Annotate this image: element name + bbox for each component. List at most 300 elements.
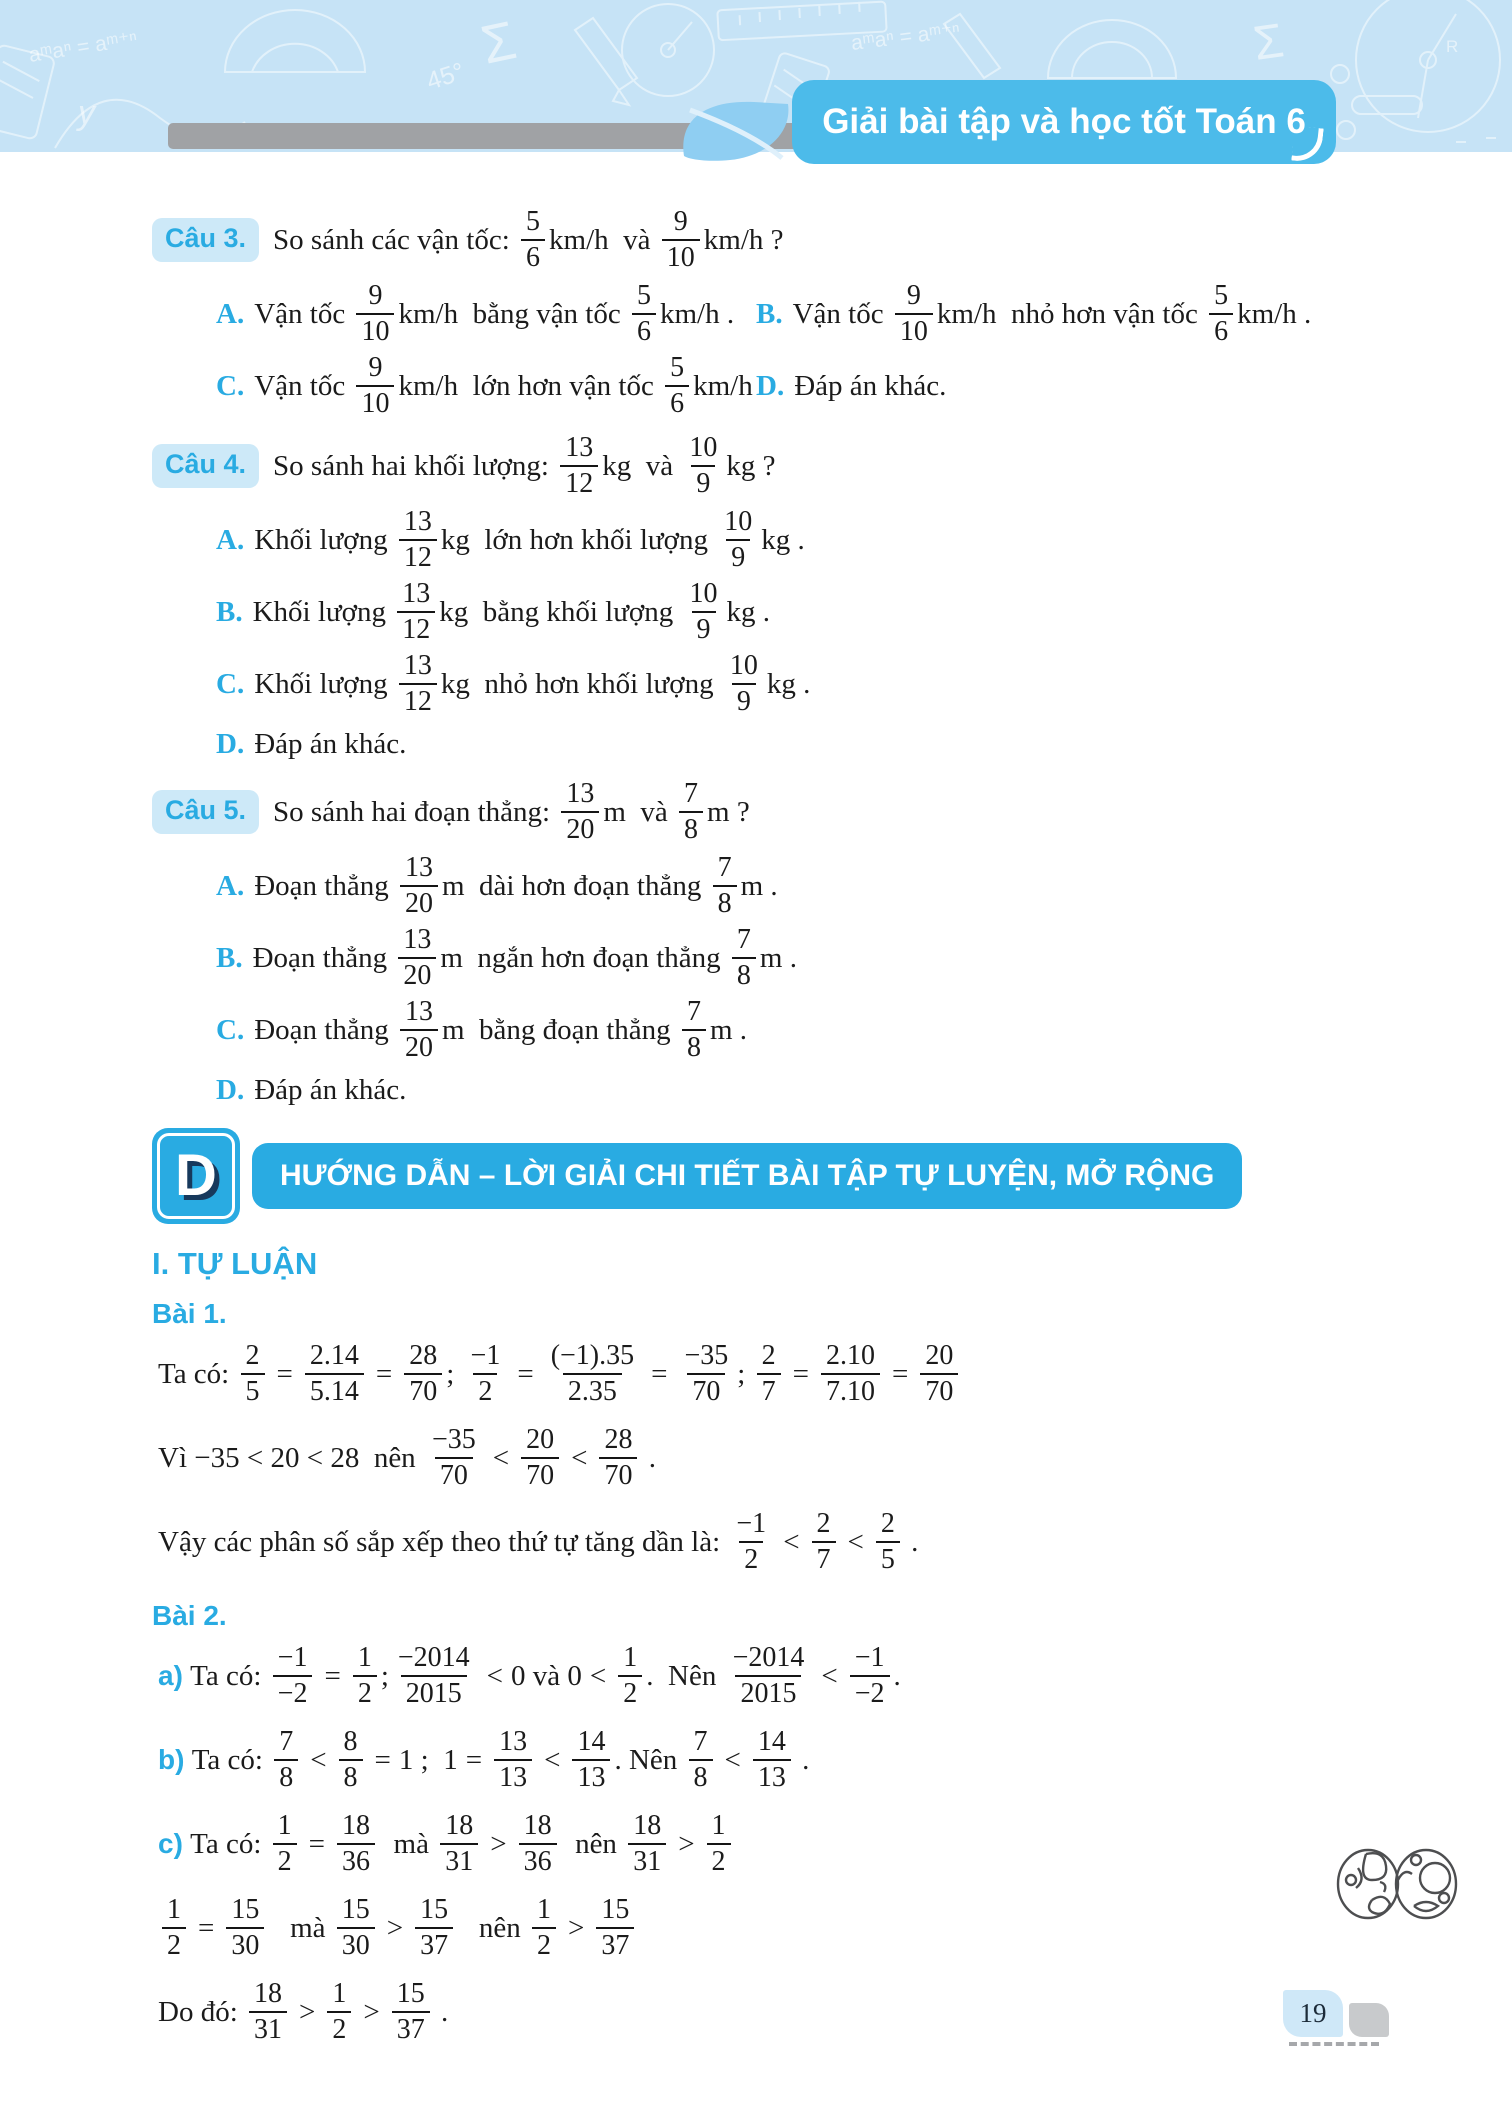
fraction-numerator: 1 — [623, 1641, 638, 1673]
d-icon-letter: D — [175, 1143, 217, 1208]
fraction — [850, 1641, 890, 1711]
fraction-denominator: 20 — [398, 957, 436, 993]
question-label: Câu 5. — [152, 790, 259, 834]
fraction — [415, 1893, 453, 1963]
fraction — [521, 1423, 559, 1493]
page-number-gray-tab — [1349, 2003, 1389, 2037]
fraction-numerator: 7 — [717, 851, 732, 883]
option-letter: D. — [216, 1073, 245, 1106]
math-text: Đáp án khác. — [254, 727, 407, 760]
math-text: . — [641, 1441, 656, 1474]
fraction-denominator: 2015 — [401, 1675, 467, 1711]
footer-dashed-line — [1289, 2042, 1379, 2046]
fraction — [162, 1893, 186, 1963]
math-text: m ngắn hơn đoạn thẳng — [440, 941, 728, 974]
math-text: Khối lượng — [252, 595, 394, 628]
math-operator: > — [490, 1827, 507, 1860]
section-heading: I. TỰ LUẬN — [152, 1246, 318, 1281]
fraction-numerator: −35 — [684, 1339, 729, 1371]
exercises — [152, 1298, 1472, 2054]
math-operator: = — [375, 1357, 393, 1390]
math-operator: > — [299, 1995, 316, 2028]
fraction-denominator: 13 — [494, 1759, 532, 1795]
math-text: . — [794, 1743, 810, 1776]
math-text: mà — [379, 1827, 437, 1860]
fraction-denominator: 37 — [415, 1927, 453, 1963]
fraction — [339, 1725, 363, 1795]
question-label: Câu 3. — [152, 218, 259, 262]
fraction-denominator: 2 — [473, 1373, 497, 1409]
fraction-denominator: 12 — [560, 465, 598, 501]
fraction-numerator: 1 — [332, 1977, 347, 2009]
math-text: kg ? — [726, 449, 776, 482]
fraction — [327, 1977, 351, 2047]
fraction-numerator: 7 — [686, 995, 701, 1027]
math-text: kg . — [761, 523, 805, 556]
fraction-numerator: −35 — [431, 1423, 476, 1455]
fraction-numerator: 28 — [604, 1423, 633, 1455]
math-text: m và — [603, 795, 676, 828]
math-text: 1 ; 1 — [398, 1743, 458, 1776]
fraction-denominator: 8 — [689, 1759, 713, 1795]
fraction-denominator: 8 — [274, 1759, 298, 1795]
fraction — [707, 1809, 731, 1879]
fraction-numerator: 18 — [445, 1809, 474, 1841]
fraction-numerator: 13 — [403, 649, 432, 681]
fraction — [685, 577, 723, 647]
fraction-denominator: 20 — [400, 885, 438, 921]
exercise-line — [158, 1886, 1472, 1970]
fraction-denominator: 5.14 — [305, 1373, 364, 1409]
fraction — [665, 351, 689, 421]
part-label: a) — [158, 1660, 183, 1691]
fraction — [249, 1977, 287, 2047]
math-text: . Nên — [614, 1743, 685, 1776]
options-row — [216, 576, 1472, 648]
fraction-denominator: 12 — [399, 539, 437, 575]
fraction — [400, 851, 438, 921]
fraction-denominator: 7 — [812, 1541, 836, 1577]
fraction-numerator: 10 — [689, 431, 718, 463]
fraction-denominator: 9 — [726, 539, 750, 575]
section-banner: HƯỚNG DẪN – LỜI GIẢI CHI TIẾT BÀI TẬP TỰ LUYỆN, MỞ RỘNG — [252, 1143, 1242, 1209]
exercise-line — [158, 1416, 1472, 1500]
option-letter: A. — [216, 869, 245, 902]
fraction — [274, 1725, 298, 1795]
fraction-denominator: 2 — [353, 1675, 377, 1711]
math-operator: = — [651, 1357, 668, 1390]
exercise-line — [158, 1718, 1472, 1802]
option-letter: A. — [216, 297, 245, 330]
math-text: . — [903, 1525, 919, 1558]
page-number: 19 — [1299, 1998, 1327, 2028]
fraction — [241, 1339, 265, 1409]
fraction-denominator: 9 — [732, 683, 756, 719]
fraction — [519, 1809, 557, 1879]
fraction — [1209, 279, 1233, 349]
math-text: km/h . — [660, 297, 735, 330]
fraction — [521, 205, 545, 275]
answer-option — [216, 279, 756, 349]
fraction-denominator: 12 — [397, 611, 435, 647]
fraction-numerator: 2 — [880, 1507, 895, 1539]
math-text: So sánh hai khối lượng: — [273, 449, 557, 482]
fraction — [404, 1339, 442, 1409]
fraction-numerator: −2014 — [397, 1641, 470, 1673]
fraction-numerator: 18 — [523, 1809, 552, 1841]
fraction-denominator: 2 — [618, 1675, 642, 1711]
fraction-denominator: −2 — [273, 1675, 313, 1711]
fraction-numerator: 13 — [404, 995, 433, 1027]
option-letter: C. — [216, 369, 245, 402]
fraction-denominator: 6 — [1209, 313, 1233, 349]
fraction — [753, 1725, 791, 1795]
book-title: Giải bài tập và học tốt Toán 6 — [822, 102, 1306, 141]
math-text: kg nhỏ hơn khối lượng — [440, 667, 721, 700]
fraction-denominator: 6 — [632, 313, 656, 349]
math-text: km/h nhỏ hơn vận tốc — [936, 297, 1206, 330]
fraction — [821, 1339, 880, 1409]
question-stem-row — [152, 202, 1472, 278]
math-text: ; — [380, 1659, 389, 1692]
fraction-denominator: 70 — [435, 1457, 473, 1493]
fraction-denominator: 10 — [895, 313, 933, 349]
fraction-denominator: 70 — [920, 1373, 958, 1409]
fraction-denominator: 5 — [876, 1541, 900, 1577]
fraction-denominator: 2 — [273, 1843, 297, 1879]
fraction-denominator: 30 — [226, 1927, 264, 1963]
fraction-numerator: 9 — [368, 279, 383, 311]
fraction-numerator: 28 — [409, 1339, 438, 1371]
math-text: Vận tốc — [254, 297, 353, 330]
math-operator: < — [544, 1743, 561, 1776]
math-text: m bằng đoạn thẳng — [441, 1013, 678, 1046]
fraction — [305, 1339, 364, 1409]
fraction-numerator: 7 — [684, 777, 699, 809]
math-text: kg và — [602, 449, 681, 482]
math-operator: < — [589, 1659, 607, 1692]
math-operator: > — [363, 1995, 380, 2028]
fraction-denominator: 2015 — [735, 1675, 801, 1711]
exercise-line — [158, 1634, 1472, 1718]
math-text: kg . — [726, 595, 771, 628]
fraction-denominator: 7.10 — [821, 1373, 880, 1409]
option-letter: B. — [756, 297, 783, 330]
fraction-denominator: 12 — [399, 683, 437, 719]
fraction — [399, 505, 437, 575]
fraction-numerator: 15 — [601, 1893, 630, 1925]
fraction-numerator: −1 — [470, 1339, 501, 1371]
math-operator: < — [783, 1525, 800, 1558]
math-operator: = — [324, 1659, 341, 1692]
fraction-numerator: 2.14 — [309, 1339, 359, 1371]
math-operator: > — [386, 1911, 404, 1944]
fraction — [353, 1641, 377, 1711]
fraction — [397, 577, 435, 647]
fraction-numerator: 1 — [357, 1641, 372, 1673]
fraction-denominator: 7 — [757, 1373, 781, 1409]
options-row — [216, 504, 1472, 576]
fraction-denominator: 2 — [532, 1927, 556, 1963]
fraction-denominator: 70 — [687, 1373, 725, 1409]
fraction-denominator: 70 — [521, 1457, 559, 1493]
fraction-numerator: 13 — [403, 923, 432, 955]
fraction-denominator: 9 — [692, 611, 716, 647]
question-stem — [273, 205, 784, 275]
answer-option — [216, 851, 778, 921]
math-text: Do đó: — [158, 1995, 245, 2028]
fraction-numerator: 5 — [670, 351, 685, 383]
fraction — [356, 279, 394, 349]
fraction-numerator: 14 — [577, 1725, 606, 1757]
fraction — [226, 1893, 264, 1963]
fraction — [572, 1725, 610, 1795]
exercise-line — [158, 1500, 1472, 1584]
fraction — [628, 1809, 666, 1879]
answer-option — [216, 351, 756, 421]
question-stem-row — [152, 774, 1472, 850]
fraction — [561, 777, 599, 847]
fraction-numerator: 18 — [633, 1809, 662, 1841]
fraction-numerator: 13 — [499, 1725, 528, 1757]
fraction-numerator: 1 — [711, 1809, 726, 1841]
math-text: m . — [709, 1013, 747, 1046]
question-block — [152, 774, 1472, 1114]
math-text: Đáp án khác. — [794, 369, 947, 402]
option-letter: C. — [216, 667, 245, 700]
math-operator: = — [276, 1357, 293, 1390]
fraction-denominator: 37 — [392, 2011, 430, 2047]
fraction-denominator: 70 — [404, 1373, 442, 1409]
fraction-numerator: 18 — [342, 1809, 371, 1841]
fraction — [689, 1725, 713, 1795]
page-number-box — [1283, 1990, 1343, 2037]
option-letter: B. — [216, 941, 243, 974]
math-operator: = — [891, 1357, 909, 1390]
doodle-angle-text: 45° — [423, 57, 468, 96]
math-text: Vận tốc — [254, 369, 353, 402]
math-operator: = — [198, 1911, 215, 1944]
fraction-denominator: 9 — [691, 465, 715, 501]
question-stem-row — [152, 428, 1472, 504]
math-operator: > — [568, 1911, 585, 1944]
fraction-numerator: 15 — [231, 1893, 260, 1925]
fraction — [684, 431, 722, 501]
fraction-denominator: 10 — [662, 239, 700, 275]
math-text: km/h lớn hơn vận tốc — [398, 369, 662, 402]
math-text: nên — [560, 1827, 625, 1860]
exercise-line — [158, 1332, 1472, 1416]
math-text: Vận tốc — [792, 297, 891, 330]
math-text: Vậy các phân số sắp xếp theo thứ tự tăng dần là: — [158, 1525, 728, 1558]
fraction-denominator: 36 — [337, 1843, 375, 1879]
question-block — [152, 202, 1472, 422]
math-text: Khối lượng — [254, 523, 395, 556]
fraction-numerator: 2 — [816, 1507, 831, 1539]
fraction — [399, 649, 437, 719]
fraction-denominator: 6 — [665, 385, 689, 421]
fraction-denominator: 2.35 — [563, 1373, 622, 1409]
math-text: . — [893, 1659, 901, 1692]
fraction — [337, 1893, 375, 1963]
fraction — [920, 1339, 958, 1409]
math-text: kg . — [766, 667, 811, 700]
fraction-denominator: 31 — [249, 2011, 287, 2047]
part-label: b) — [158, 1744, 185, 1775]
fraction-numerator: 13 — [566, 777, 595, 809]
fraction — [546, 1339, 639, 1409]
math-text: kg lớn hơn khối lượng — [440, 523, 716, 556]
fraction — [725, 649, 763, 719]
fraction — [731, 1507, 771, 1577]
fraction — [400, 995, 438, 1065]
fraction-numerator: 9 — [906, 279, 921, 311]
fraction — [895, 279, 933, 349]
fraction-denominator: −2 — [850, 1675, 890, 1711]
fraction-denominator: 70 — [599, 1457, 637, 1493]
answer-option — [216, 923, 797, 993]
fraction-numerator: 13 — [565, 431, 594, 463]
fraction-numerator: 15 — [396, 1977, 425, 2009]
option-letter: C. — [216, 1013, 245, 1046]
exercise-line — [158, 1802, 1472, 1886]
exercise-line — [158, 1970, 1472, 2054]
fraction-denominator: 20 — [400, 1029, 438, 1065]
math-text: . — [433, 1995, 449, 2028]
fraction — [337, 1809, 375, 1879]
math-text: km/h và — [549, 223, 658, 256]
answer-option — [756, 370, 946, 403]
option-letter: B. — [216, 595, 243, 628]
fraction-denominator: 10 — [356, 385, 394, 421]
fraction-numerator: −1 — [736, 1507, 767, 1539]
math-operator: < — [724, 1743, 741, 1776]
fraction-denominator: 36 — [519, 1843, 557, 1879]
fraction-denominator: 8 — [682, 1029, 706, 1065]
math-operator: < — [310, 1743, 327, 1776]
fraction — [679, 777, 703, 847]
fraction — [560, 431, 598, 501]
fraction — [273, 1809, 297, 1879]
math-operator: > — [678, 1827, 695, 1860]
math-text: m dài hơn đoạn thẳng — [441, 869, 709, 902]
fraction-numerator: 9 — [673, 205, 688, 237]
math-text: Đoạn thẳng — [254, 1013, 396, 1046]
doodle-sigma-icon: Σ — [476, 10, 522, 76]
fraction-denominator: 2 — [162, 1927, 186, 1963]
fraction — [398, 923, 436, 993]
exercise-label: Bài 2. — [152, 1600, 227, 1631]
math-text: 0 và 0 — [511, 1659, 582, 1692]
math-text: Đoạn thẳng — [254, 869, 396, 902]
options-row — [216, 994, 1472, 1066]
fraction-denominator: 37 — [596, 1927, 634, 1963]
option-letter: D. — [756, 369, 785, 402]
math-text: km/h — [693, 369, 753, 402]
fraction-denominator: 8 — [732, 957, 756, 993]
fraction-numerator: 1 — [537, 1893, 552, 1925]
math-text: km/h . — [1237, 297, 1312, 330]
answer-option — [216, 995, 747, 1065]
math-operator: < — [492, 1441, 510, 1474]
fraction — [632, 279, 656, 349]
fraction-denominator: 13 — [572, 1759, 610, 1795]
fraction-numerator: 8 — [343, 1725, 358, 1757]
exercise-label: Bài 1. — [152, 1298, 227, 1329]
fraction-denominator: 8 — [339, 1759, 363, 1795]
math-text: Đáp án khác. — [254, 1073, 407, 1106]
fraction — [532, 1893, 556, 1963]
answer-option — [216, 649, 810, 719]
fraction-numerator: 14 — [757, 1725, 786, 1757]
fraction-denominator: 30 — [337, 1927, 375, 1963]
fraction — [392, 1977, 430, 2047]
math-text: So sánh hai đoạn thẳng: — [273, 795, 558, 828]
fraction-numerator: 2 — [245, 1339, 260, 1371]
fraction-numerator: −1 — [277, 1641, 308, 1673]
fraction-denominator: 13 — [753, 1759, 791, 1795]
math-text: Đoạn thẳng — [252, 941, 395, 974]
fraction — [618, 1641, 642, 1711]
fraction — [680, 1339, 734, 1409]
fraction-denominator: 2 — [739, 1541, 763, 1577]
fraction — [682, 995, 706, 1065]
fraction-numerator: 15 — [420, 1893, 449, 1925]
option-letter: D. — [216, 727, 245, 760]
fraction-numerator: 18 — [254, 1977, 282, 2009]
options-row — [216, 720, 1472, 768]
fraction-numerator: −1 — [854, 1641, 885, 1673]
math-operator: < — [486, 1659, 504, 1692]
doodle-r-text: R — [1446, 37, 1459, 56]
fraction-numerator: 20 — [925, 1339, 954, 1371]
doodle-y-text: y — [78, 94, 95, 132]
fraction-denominator: 8 — [679, 811, 703, 847]
fraction — [876, 1507, 900, 1577]
options-row — [216, 1066, 1472, 1114]
math-operator: = — [374, 1743, 391, 1776]
fraction-numerator: 13 — [402, 577, 431, 609]
fraction-numerator: 2.10 — [825, 1339, 875, 1371]
answer-option — [216, 505, 805, 575]
fraction — [713, 851, 737, 921]
option-letter: A. — [216, 523, 245, 556]
section-d-icon — [152, 1128, 240, 1224]
fraction — [494, 1725, 532, 1795]
fraction-numerator: 7 — [279, 1725, 294, 1757]
options-row — [216, 850, 1472, 922]
fraction-denominator: 20 — [561, 811, 599, 847]
answer-option — [216, 1074, 406, 1107]
math-operator: = — [465, 1743, 483, 1776]
answer-option — [216, 577, 770, 647]
math-text: . Nên — [646, 1659, 724, 1692]
math-text: Ta có: — [182, 1659, 269, 1692]
fraction-numerator: 1 — [167, 1893, 181, 1925]
math-text: km/h ? — [703, 223, 784, 256]
fraction — [356, 351, 394, 421]
header-band — [0, 0, 1512, 152]
math-operator: < — [847, 1525, 864, 1558]
fraction-numerator: 7 — [693, 1725, 708, 1757]
page-content — [0, 152, 1512, 2054]
fraction — [466, 1339, 506, 1409]
math-text: Ta có: — [184, 1743, 271, 1776]
question-stem — [273, 431, 775, 501]
math-text: ; — [737, 1357, 753, 1390]
answer-option — [756, 279, 1311, 349]
doodle-formula-text: aᵐaⁿ = aᵐ⁺ⁿ — [849, 18, 962, 55]
